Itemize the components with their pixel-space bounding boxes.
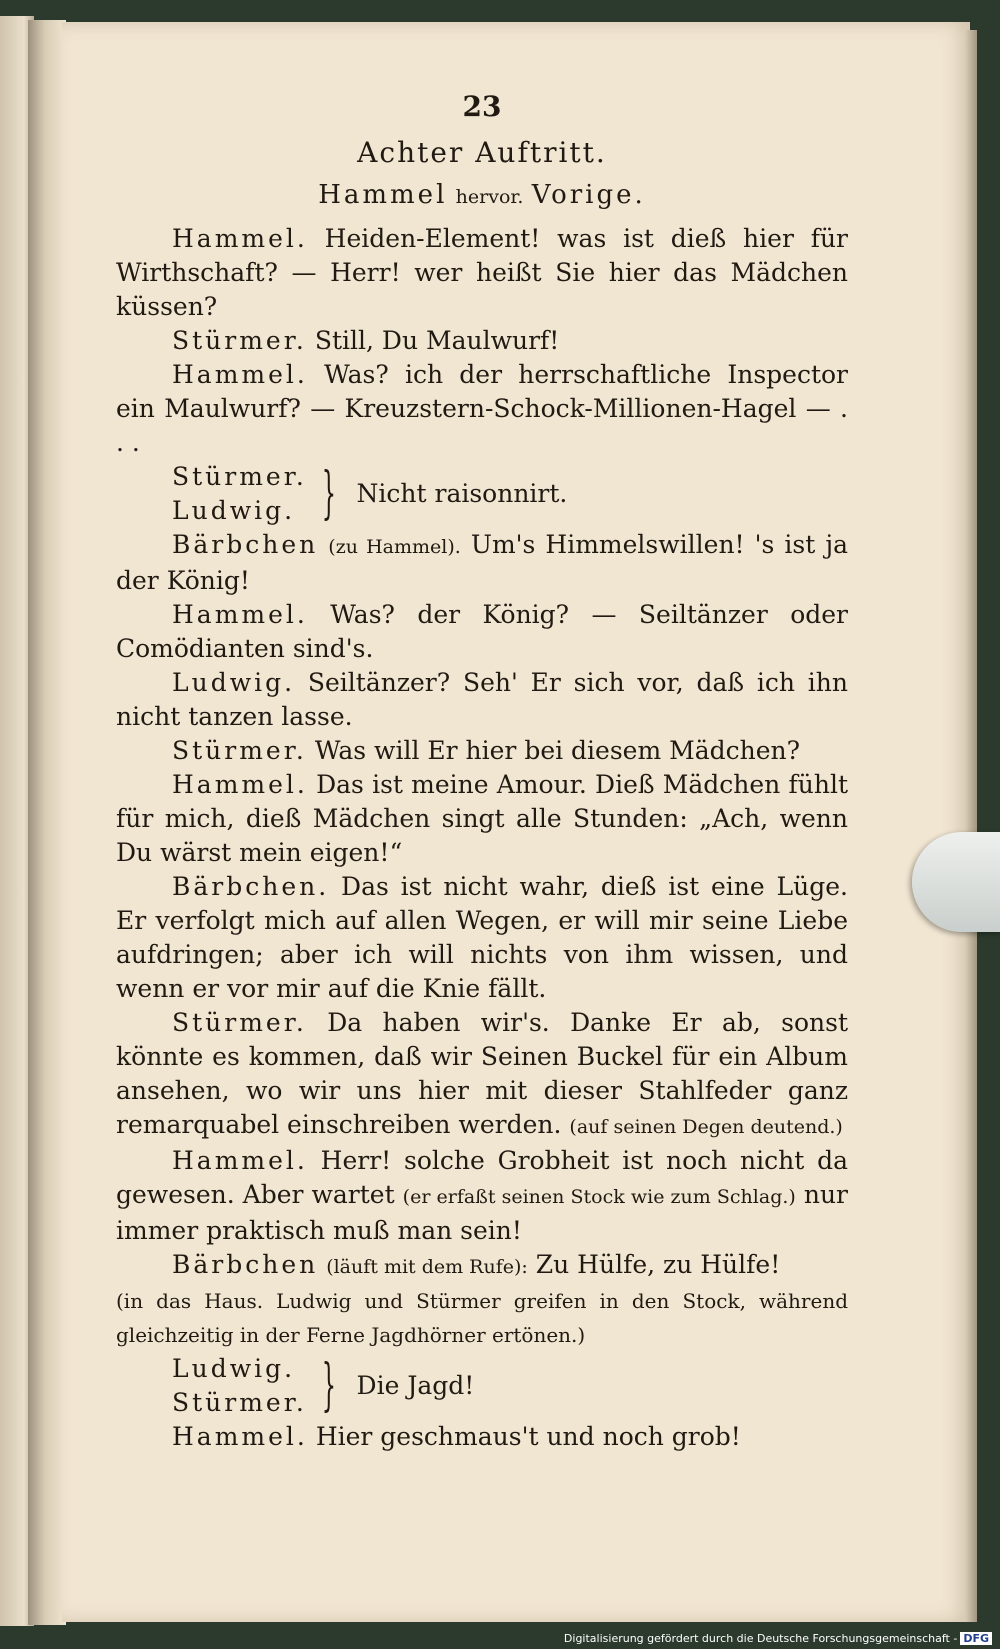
dialogue-line: Stürmer. Was will Er hier bei diesem Mädchen?: [172, 736, 801, 765]
scene-heading: Achter Auftritt.: [357, 136, 607, 169]
joint-speech: Stürmer. Ludwig. } Nicht raisonnirt.: [172, 461, 568, 526]
dialogue-line: Hammel. Hier geschmaus't und noch grob!: [172, 1422, 741, 1451]
dialogue-line: Bärbchen (zu Hammel). Um's Himmelswillen! 's ist ja der König!: [116, 530, 848, 595]
stage-direction: (in das Haus. Ludwig und Stürmer greifen in den Stock, während gleichzeitig in der Ferne Jagdhörner ertönen.): [116, 1289, 848, 1347]
brace: }: [321, 461, 336, 526]
dialogue-line: Stürmer. Da haben wir's. Danke Er ab, sonst könnte es kommen, daß wir Seinen Buckel für ein Album ansehen, wo wir uns hier mit dieser Stahlfeder ganz remarquabel einschreiben werden. (auf seinen Degen deutend.): [116, 1008, 849, 1139]
page-number: 23: [462, 90, 502, 123]
dialogue-line: Stürmer. Still, Du Maulwurf!: [172, 326, 560, 355]
book-gutter: [28, 20, 66, 1625]
dialogue-line: Hammel. Das ist meine Amour. Dieß Mädchen fühlt für mich, dieß Mädchen singt alle Stunden: „Ach, wenn Du wärst mein eigen!“: [116, 770, 848, 867]
brace: }: [321, 1353, 336, 1418]
page-edge: [965, 30, 977, 1622]
page-text: [116, 90, 848, 1454]
dialogue-line: Bärbchen (läuft mit dem Rufe): Zu Hülfe, zu Hülfe!: [172, 1250, 781, 1279]
dialogue-line: Hammel. Herr! solche Grobheit ist noch nicht da gewesen. Aber wartet (er erfaßt seinen Stock wie zum Schlag.) nur immer praktisch muß man sein!: [116, 1146, 848, 1245]
footer-credit: Digitalisierung gefördert durch die Deutsche Forschungsgemeinschaft - DFG: [564, 1632, 992, 1645]
dialogue-line: Ludwig. Seiltänzer? Seh' Er sich vor, daß ich ihn nicht tanzen lasse.: [116, 668, 849, 731]
dialogue-line: Hammel. Heiden-Element! was ist dieß hier für Wirthschaft? — Herr! wer heißt Sie hier das Mädchen küssen?: [116, 224, 848, 321]
scene-characters: Hammel hervor. Vorige.: [318, 180, 646, 210]
dfg-logo: DFG: [960, 1632, 992, 1645]
dialogue-line: Hammel. Was? ich der herrschaftliche Inspector ein Maulwurf? — Kreuzstern-Schock-Millionen-Hagel — . . .: [116, 360, 848, 457]
dialogue-line: Hammel. Was? der König? — Seiltänzer oder Comödianten sind's.: [116, 600, 848, 663]
joint-speech: Ludwig. Stürmer. } Die Jagd!: [172, 1353, 475, 1418]
dialogue-line: Bärbchen. Das ist nicht wahr, dieß ist eine Lüge. Er verfolgt mich auf allen Wegen, er will mir seine Liebe aufdringen; aber ich will nichts von ihm wissen, und wenn er vor mir auf die Knie fällt.: [116, 872, 848, 1003]
